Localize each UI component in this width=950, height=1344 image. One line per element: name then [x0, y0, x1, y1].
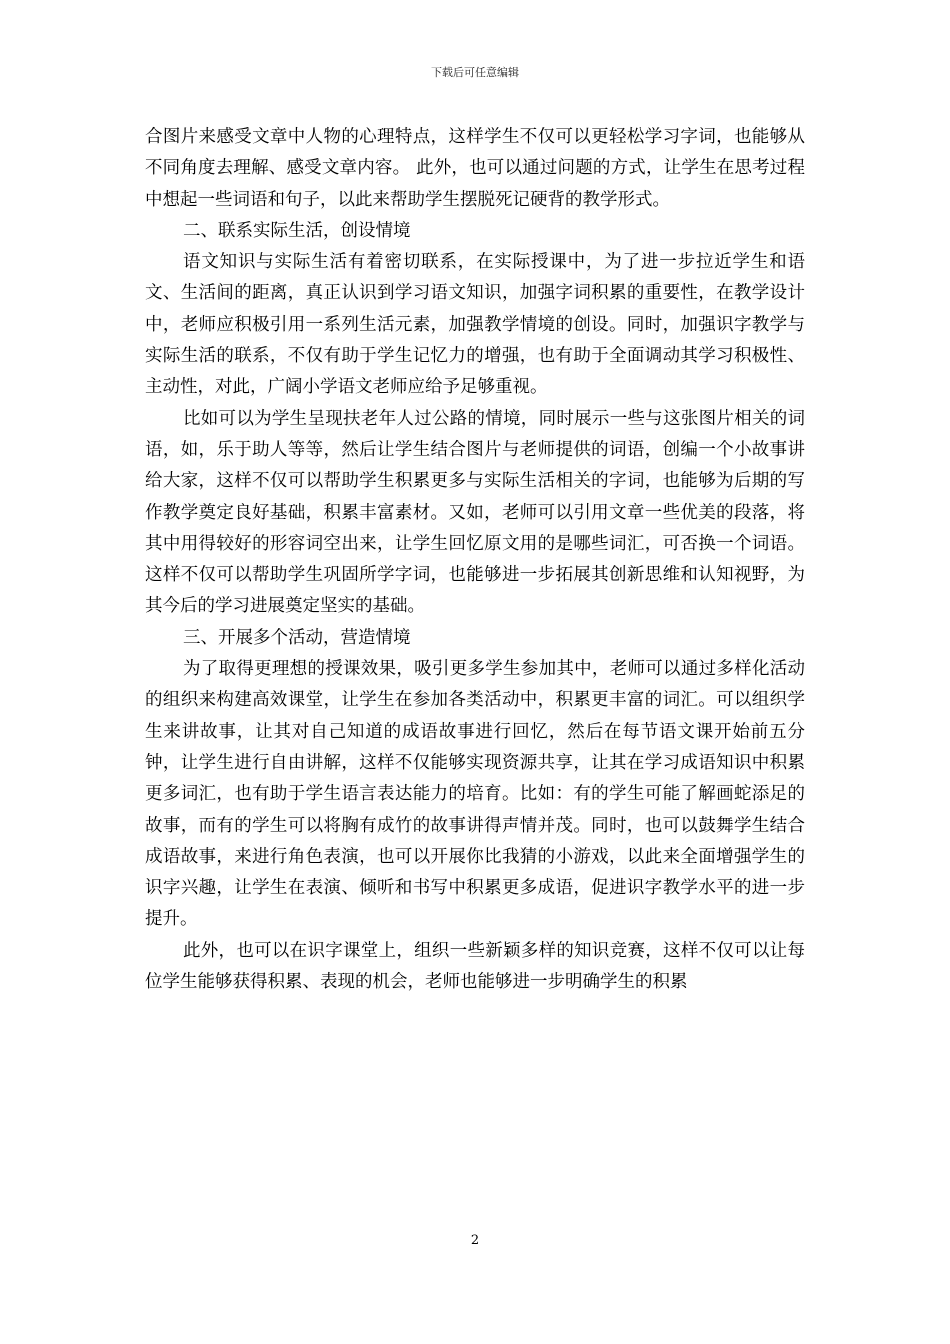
paragraph-life-connection: 语文知识与实际生活有着密切联系，在实际授课中，为了进一步拉近学生和语文、生活间的距离，真正认识到学习语文知识，加强字词积累的重要性，在教学设计中，老师应积极引用一系列生活元素，加强教学情境的创设。同时，加强识字教学与实际生活的联系，不仅有助于学生记忆力的增强，也有助于全面调动其学习积极性、主动性，对此，广阔小学语文老师应给予足够重视。	[145, 252, 805, 398]
section-heading-3: 三、开展多个活动，营造情境	[183, 627, 411, 648]
page-header: 下载后可任意编辑	[431, 66, 519, 79]
section-heading-2: 二、联系实际生活，创设情境	[183, 220, 411, 241]
paragraph-continuation: 合图片来感受文章中人物的心理特点，这样学生不仅可以更轻松学习字词，也能够从不同角度去理解、感受文章内容。 此外，也可以通过问题的方式，让学生在思考过程中想起一些词语和句子，以此来帮助学生摆脱死记硬背的教学形式。	[145, 127, 805, 210]
paragraph-example: 比如可以为学生呈现扶老年人过公路的情境，同时展示一些与这张图片相关的词语，如，乐于助人等等，然后让学生结合图片与老师提供的词语，创编一个小故事讲给大家，这样不仅可以帮助学生积累更多与实际生活相关的字词，也能够为后期的写作教学奠定良好基础，积累丰富素材。又如，老师可以引用文章一些优美的段落，将其中用得较好的形容词空出来，让学生回忆原文用的是哪些词汇，可否换一个词语。这样不仅可以帮助学生巩固所学字词，也能够进一步拓展其创新思维和认知视野，为其今后的学习进展奠定坚实的基础。	[145, 408, 805, 617]
paragraph-activities: 为了取得更理想的授课效果，吸引更多学生参加其中，老师可以通过多样化活动的组织来构建高效课堂，让学生在参加各类活动中，积累更丰富的词汇。可以组织学生来讲故事，让其对自己知道的成语故事进行回忆，然后在每节语文课开始前五分钟，让学生进行自由讲解，这样不仅能够实现资源共享，让其在学习成语知识中积累更多词汇，也有助于学生语言表达能力的培育。比如：有的学生可能了解画蛇添足的故事，而有的学生可以将胸有成竹的故事讲得声情并茂。同时，也可以鼓舞学生结合成语故事，来进行角色表演，也可以开展你比我猜的小游戏，以此来全面增强学生的识字兴趣，让学生在表演、倾听和书写中积累更多成语，促进识字教学水平的进一步提升。	[145, 659, 805, 930]
page-number: 2	[470, 1233, 480, 1248]
document-body	[145, 122, 805, 998]
paragraph-competition: 此外，也可以在识字课堂上，组织一些新颖多样的知识竞赛，这样不仅可以让每位学生能够获得积累、表现的机会，老师也能够进一步明确学生的积累	[145, 940, 805, 993]
